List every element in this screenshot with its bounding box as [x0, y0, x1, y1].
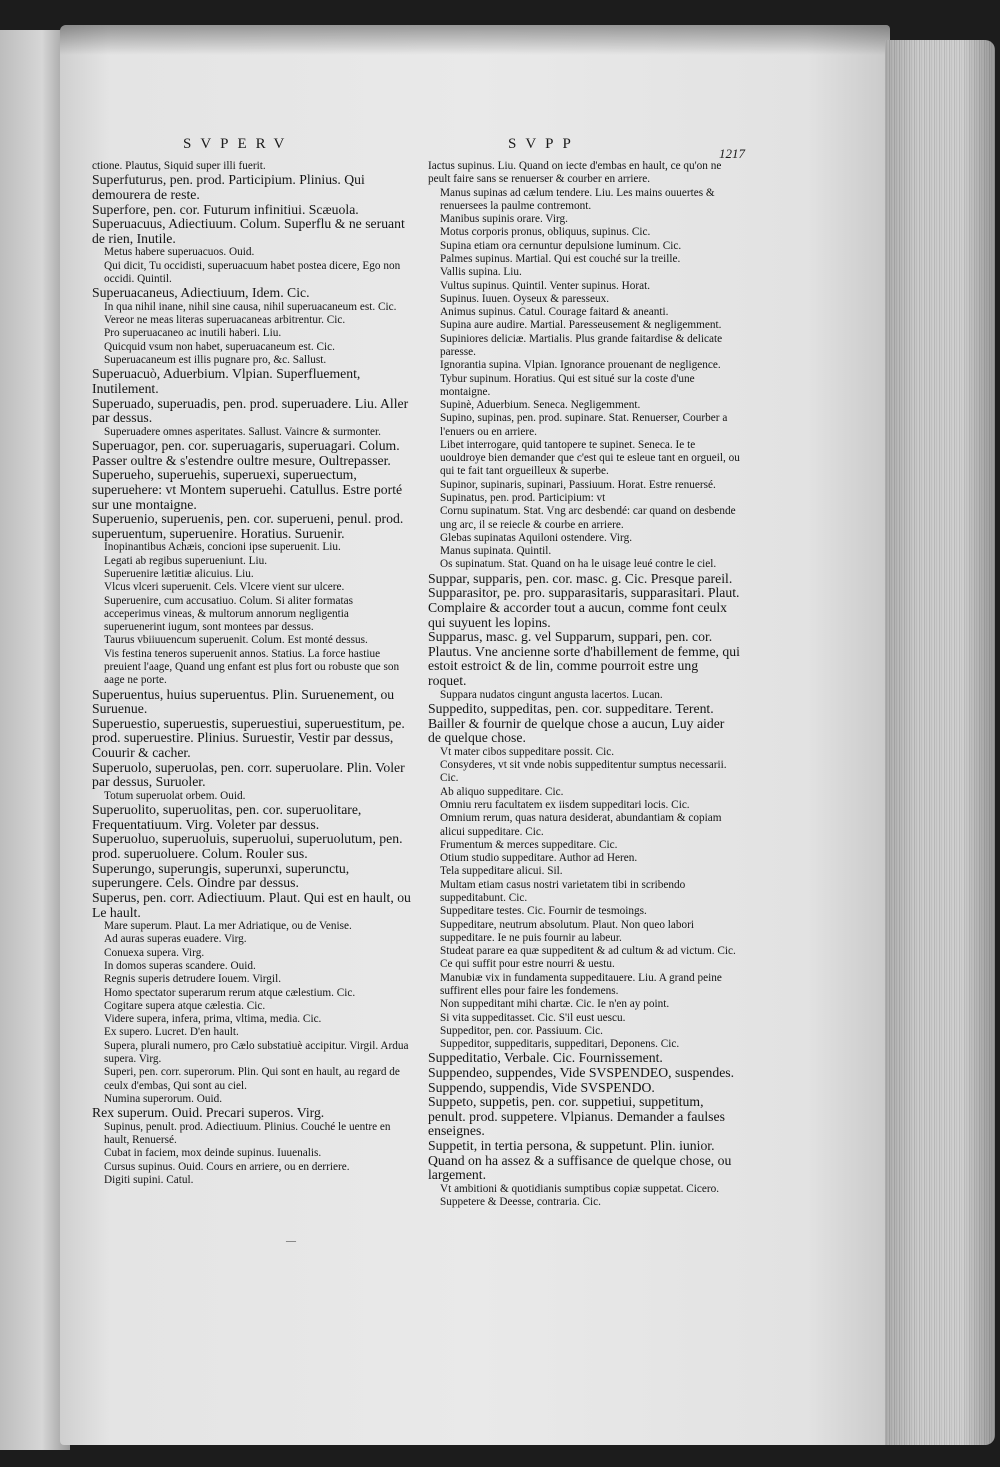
- dictionary-entry: Animus supinus. Catul. Courage faitard & aneanti.: [440, 306, 669, 319]
- dictionary-entry: Superi, pen. corr. superorum. Plin. Qui sont en hault, au regard de ceulx d'embas, Qui sont au ciel.: [104, 1066, 400, 1092]
- dictionary-entry: Homo spectator superarum rerum atque cælestium. Cic.: [104, 986, 356, 999]
- page-shadow: [60, 25, 890, 55]
- dictionary-entry: Supinus. Iuuen. Oyseux & paresseux.: [440, 292, 610, 305]
- dictionary-entry: Superuacuus, Adiectiuum. Colum. Superflu & ne seruant de rien, Inutile.: [92, 216, 405, 246]
- dictionary-entry: Vt ambitioni & quotidianis sumptibus copiæ suppetat. Cicero. Suppetere & Deesse, contraria. Cic.: [440, 1182, 720, 1209]
- dictionary-entry: Digiti supini. Catul.: [104, 1173, 194, 1186]
- dictionary-entry: Supino, supinas, pen. prod. supinare. Stat. Renuerser, Courber a l'enuers ou en arriere.: [440, 412, 728, 438]
- dictionary-entry: Superueho, superuehis, superuexi, superuectum, superuehere: vt Montem superuehi. Catullus. Estre porté sur une montaigne.: [92, 467, 403, 512]
- dictionary-entry: Suppedito, suppeditas, pen. cor. suppeditare. Terent. Bailler & fournir de quelque chose a aucun, Luy aider de quelque chose.: [428, 701, 725, 746]
- dictionary-entry: Videre supera, infera, prima, vltima, media. Cic.: [104, 1013, 322, 1026]
- dictionary-entry: Multam etiam casus nostri varietatem tibi in scribendo suppeditabunt. Cic.: [440, 878, 686, 904]
- dictionary-entry: Cubat in faciem, mox deinde supinus. Iuuenalis.: [104, 1147, 322, 1160]
- footer-mark: —: [286, 1236, 296, 1247]
- dictionary-entry: Regnis superis detrudere Iouem. Virgil.: [104, 973, 282, 986]
- dictionary-entry: Superuacuò, Aduerbium. Vlpian. Superfluement, Inutilement.: [92, 366, 361, 396]
- dictionary-entry: Supparus, masc. g. vel Supparum, suppari, pen. cor. Plautus. Vne ancienne sorte d'habillement de femme, qui estoit estroict & de lin, comme pourroit estre ung roquet.: [428, 629, 740, 689]
- dictionary-entry: Supinatus, pen. prod. Participium: vt: [440, 492, 606, 505]
- dictionary-entry: Tybur supinum. Horatius. Qui est situé sur la coste d'une montaigne.: [440, 372, 695, 398]
- dictionary-entry: Suppeditare testes. Cic. Fournir de tesmoings.: [440, 905, 647, 918]
- dictionary-entry: Vultus supinus. Quintil. Venter supinus. Horat.: [440, 279, 651, 292]
- dictionary-entry: Si vita suppeditasset. Cic. S'il eust uescu.: [440, 1011, 626, 1024]
- dictionary-entry: Superuado, superuadis, pen. prod. superuadere. Liu. Aller par dessus.: [92, 395, 409, 426]
- dictionary-entry: Cogitare supera atque cælestia. Cic.: [104, 999, 266, 1012]
- dictionary-entry: Suppeditatio, Verbale. Cic. Fournissement.: [428, 1050, 663, 1066]
- dictionary-entry: Superuacaneum est illis pugnare pro, &c. Sallust.: [104, 354, 327, 366]
- dictionary-entry: Suppendo, suppendis, Vide SVSPENDO.: [428, 1079, 655, 1095]
- dictionary-entry: Frumentum & merces suppeditare. Cic.: [440, 838, 618, 851]
- dictionary-entry: Pro superuacaneo ac inutili haberi. Liu.: [104, 327, 282, 340]
- dictionary-entry: Superfuturus, pen. prod. Participium. Plinius. Qui demourera de reste.: [92, 172, 365, 202]
- page-stack-shade: [885, 40, 995, 1445]
- dictionary-entry: Superuoluo, superuoluis, superuolui, superuolutum, pen. prod. superuoluere. Colum. Rouler sus.: [92, 831, 403, 862]
- dictionary-entry: Superuadere omnes asperitates. Sallust. Vaincre & surmonter.: [104, 425, 381, 438]
- running-head-left: SVPERV: [183, 136, 294, 152]
- dictionary-entry: Ex supero. Lucret. D'en hault.: [104, 1026, 239, 1039]
- dictionary-entry: Suppara nudatos cingunt angusta lacertos. Lucan.: [440, 688, 663, 701]
- dictionary-entry: Suppeditare, neutrum absolutum. Plaut. Non queo labori suppeditare. Ie ne puis fournir au labeur.: [440, 918, 695, 944]
- dictionary-entry: Superfore, pen. cor. Futurum infinitiui. Scæuola.: [92, 201, 359, 217]
- running-head-right: SVPP: [508, 136, 580, 152]
- dictionary-entry: Ad auras superas euadere. Virg.: [104, 933, 247, 946]
- dictionary-entry: Numina superorum. Ouid.: [104, 1092, 223, 1105]
- dictionary-entry: Superuolito, superuolitas, pen. cor. superuolitare, Frequentatiuum. Virg. Voleter par dessus.: [92, 802, 362, 832]
- dictionary-entry: Cursus supinus. Ouid. Cours en arriere, ou en derriere.: [104, 1160, 350, 1173]
- dictionary-entry: Supinè, Aduerbium. Seneca. Negligemment.: [440, 399, 641, 412]
- dictionary-entry: Suppendeo, suppendes, Vide SVSPENDEO, suspendes.: [428, 1064, 735, 1080]
- dictionary-entry: Non suppeditant mihi chartæ. Cic. Ie n'en ay point.: [440, 998, 670, 1011]
- dictionary-entry: Vt mater cibos suppeditare possit. Cic.: [440, 745, 615, 758]
- dictionary-entry: Manibus supinis orare. Virg.: [440, 213, 568, 226]
- left-column: [92, 160, 412, 1187]
- dictionary-entry: Totum superuolat orbem. Ouid.: [104, 789, 246, 802]
- dictionary-entry: Inopinantibus Achæis, concioni ipse superuenit. Liu.: [104, 541, 341, 554]
- dictionary-entry: Superungo, superungis, superunxi, superunctu, superungere. Cels. Oindre par dessus.: [92, 860, 350, 891]
- dictionary-entry: Palmes supinus. Martial. Qui est couché sur la treille.: [440, 252, 681, 265]
- dictionary-entry: ctione. Plautus, Siquid super illi fuerit.: [92, 160, 266, 172]
- dictionary-entry: Superuenire lætitiæ alicuius. Liu.: [104, 568, 254, 580]
- dictionary-entry: Os supinatum. Stat. Quand on ha le uisage leué contre le ciel.: [440, 558, 717, 571]
- dictionary-entry: Suppetit, in tertia persona, & suppetunt. Plin. iunior. Quand on ha assez & a suffisance de quelque chose, ou largement.: [428, 1138, 732, 1183]
- dictionary-entry: Suppeditor, pen. cor. Passiuum. Cic.: [440, 1024, 603, 1037]
- right-column: [428, 160, 740, 1210]
- dictionary-entry: Omnium rerum, quas natura desiderat, abundantiam & copiam alicui suppeditare. Cic.: [440, 812, 722, 838]
- dictionary-entry: Suppeditor, suppeditaris, suppeditari, Deponens. Cic.: [440, 1038, 680, 1051]
- dictionary-entry: Rex superum. Ouid. Precari superos. Virg.: [92, 1105, 325, 1121]
- dictionary-entry: Manus supinas ad cælum tendere. Liu. Les mains ouuertes & renuersees la paulme contremont.: [440, 186, 715, 212]
- dictionary-entry: Ignorantia supina. Vlpian. Ignorance prouenant de negligence.: [440, 359, 721, 372]
- dictionary-entry: Superuacaneus, Adiectiuum, Idem. Cic.: [92, 285, 310, 301]
- dictionary-entry: Superuenio, superuenis, pen. cor. superueni, penul. prod. superuentum, superuenire. Horatius. Suruenir.: [92, 511, 404, 541]
- dictionary-entry: Supinor, supinaris, supinari, Passiuum. Horat. Estre renuersé.: [440, 478, 716, 491]
- dictionary-entry: Manus supinata. Quintil.: [440, 545, 552, 558]
- dictionary-entry: Suppar, supparis, pen. cor. masc. g. Cic. Presque pareil.: [428, 570, 733, 586]
- dictionary-entry: Iactus supinus. Liu. Quand on iecte d'embas en hault, ce qu'on ne peult faire sans se renuerser & courber en arriere.: [428, 160, 722, 186]
- dictionary-entry: Vlcus vlceri superuenit. Cels. Vlcere vient sur ulcere.: [104, 581, 345, 594]
- dictionary-entry: Tela suppeditare alicui. Sil.: [440, 865, 563, 878]
- dictionary-entry: Vallis supina. Liu.: [440, 266, 522, 279]
- dictionary-entry: Supparasitor, pe. pro. supparasitaris, supparasitari. Plaut. Complaire & accorder tout a aucun, comme font ceulx qui suyuent les lopins.: [428, 585, 740, 630]
- dictionary-entry: Otium studio suppeditare. Author ad Heren.: [440, 852, 638, 865]
- dictionary-entry: Studeat parare ea quæ suppeditent & ad cultum & ad victum. Cic. Ce qui suffit pour estre nourri & uestu.: [440, 945, 736, 971]
- dictionary-entry: Glebas supinatas Aquiloni ostendere. Virg.: [440, 531, 633, 544]
- dictionary-entry: Omniu reru facultatem ex iisdem suppeditari locis. Cic.: [440, 799, 690, 811]
- page-number: 1217: [719, 146, 745, 161]
- dictionary-entry: Supera, plurali numero, pro Cælo substatiuè accipitur. Virgil. Ardua supera. Virg.: [104, 1039, 409, 1065]
- dictionary-entry: Superuentus, huius superuentus. Plin. Suruenement, ou Suruenue.: [92, 686, 395, 717]
- dictionary-entry: Ab aliquo suppeditare. Cic.: [440, 785, 564, 798]
- dictionary-entry: Manubiæ vix in fundamenta suppeditauere. Liu. A grand peine suffirent elles pour faire les fondemens.: [440, 971, 722, 997]
- dictionary-entry: Vereor ne meas literas superuacaneas arbitrentur. Cic.: [104, 314, 346, 327]
- dictionary-entry: Supina etiam ora cernuntur depulsione luminum. Cic.: [440, 239, 682, 252]
- dictionary-entry: Motus corporis pronus, obliquus, supinus. Cic.: [440, 226, 651, 239]
- dictionary-entry: Superuolo, superuolas, pen. corr. superuolare. Plin. Voler par dessus, Suruoler.: [92, 759, 405, 790]
- dictionary-entry: Cornu supinatum. Stat. Vng arc desbendé: car quand on desbende ung arc, il se reiecle & courbe en arriere.: [440, 505, 736, 531]
- dictionary-entry: In qua nihil inane, nihil sine causa, nihil superuacaneum est. Cic.: [104, 300, 397, 313]
- dictionary-entry: Qui dicit, Tu occidisti, superuacuum habet postea dicere, Ego non occidi. Quintil.: [104, 259, 401, 285]
- dictionary-entry: Legati ab regibus superueniunt. Liu.: [104, 554, 268, 567]
- dictionary-entry: Taurus vbiiuuencum superuenit. Colum. Est monté dessus.: [104, 634, 368, 647]
- dictionary-entry: Supina aure audire. Martial. Paresseusement & negligemment.: [440, 319, 722, 332]
- dictionary-entry: Conuexa supera. Virg.: [104, 946, 205, 959]
- dictionary-entry: Superuenire, cum accusatiuo. Colum. Si aliter formatas acceperimus vineas, & multorum annorum negligentia superuenerint iugum, sont montees par dessus.: [104, 594, 353, 634]
- dictionary-entry: Consyderes, vt sit vnde nobis suppeditentur sumptus necessarii. Cic.: [440, 759, 727, 785]
- dictionary-entry: Suppeto, suppetis, pen. cor. suppetiui, suppetitum, penult. prod. suppetere. Vlpianus. Demander a faulses enseignes.: [428, 1094, 725, 1139]
- dictionary-entry: Supinus, penult. prod. Adiectiuum. Plinius. Couché le uentre en hault, Renuersé.: [104, 1120, 391, 1147]
- dictionary-entry: Superuagor, pen. cor. superuagaris, superuagari. Colum. Passer oultre & s'estendre oultre mesure, Oultrepasser.: [92, 438, 400, 468]
- dictionary-entry: Supiniores deliciæ. Martialis. Plus grande faitardise & delicate paresse.: [440, 332, 723, 358]
- dictionary-entry: In domos superas scandere. Ouid.: [104, 960, 256, 973]
- dictionary-entry: Libet interrogare, quid tantopere te supinet. Seneca. Ie te uouldroye bien demander que c'est qui te esleue tant en orgueil, ou qui te fait tant orgueilleux & superbe.: [440, 438, 740, 478]
- dictionary-entry: Metus habere superuacuos. Ouid.: [104, 246, 255, 259]
- dictionary-entry: Superuestio, superuestis, superuestiui, superuestitum, pe. prod. superuestire. Plinius. Suruestir, Vestir par dessus, Couurir & cacher.: [92, 715, 405, 761]
- dictionary-entry: Superus, pen. corr. Adiectiuum. Plaut. Qui est en hault, ou Le hault.: [92, 889, 411, 920]
- dictionary-entry: Quicquid vsum non habet, superuacaneum est. Cic.: [104, 340, 335, 353]
- dictionary-entry: Vis festina teneros superuenit annos. Statius. La force hastiue preuient l'aage, Quand ung enfant est plus fort ou robuste que son aage ne porte.: [104, 647, 400, 687]
- dictionary-entry: Mare superum. Plaut. La mer Adriatique, ou de Venise.: [104, 920, 352, 933]
